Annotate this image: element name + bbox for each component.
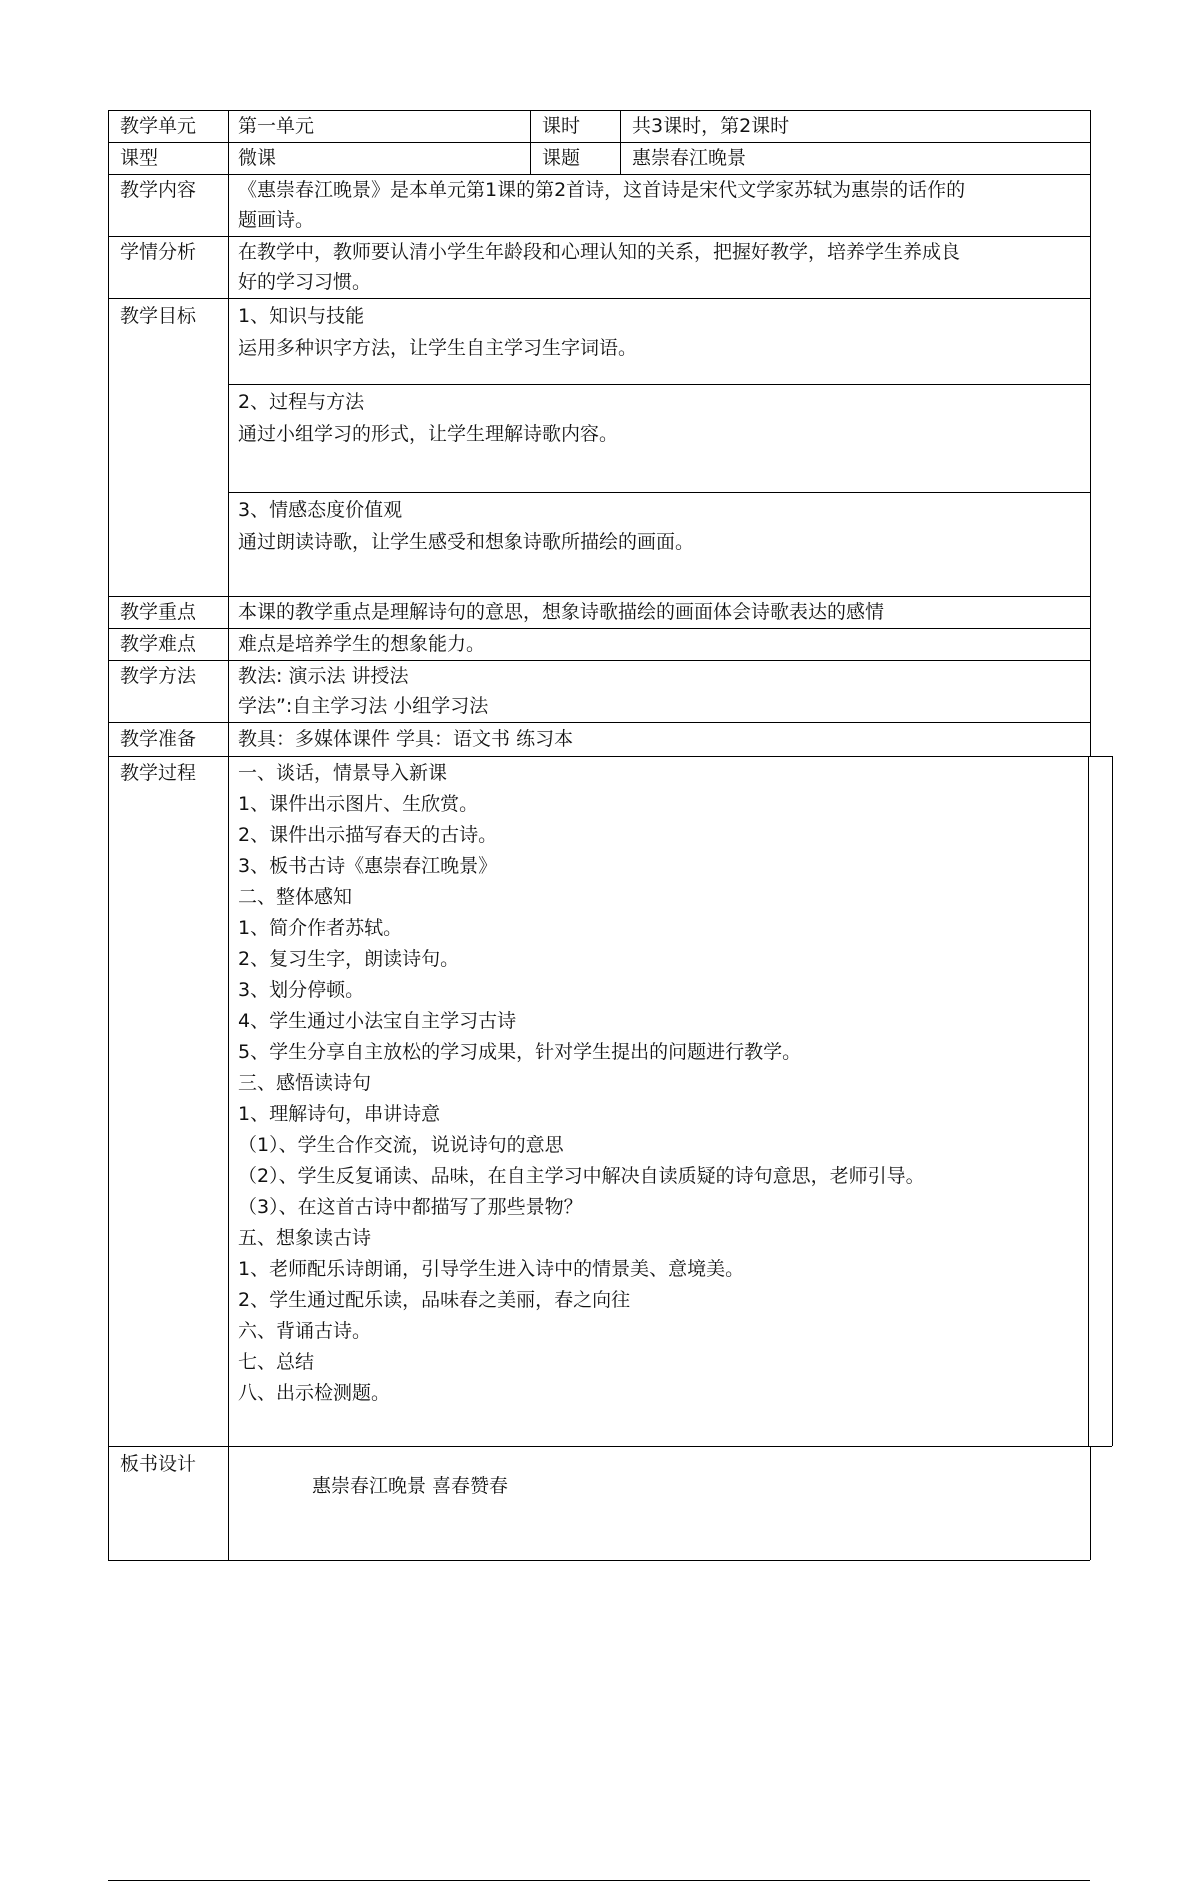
unit-value: 第一单元	[238, 115, 315, 137]
type-value: 微课	[238, 147, 277, 169]
process-line: 一、谈话，情景导入新课	[238, 762, 448, 784]
difficulty-label: 教学难点	[120, 633, 197, 655]
content-line: 题画诗。	[238, 209, 315, 231]
type-label: 课型	[120, 147, 159, 169]
process-line: 三、感悟读诗句	[238, 1072, 372, 1094]
period-label: 课时	[542, 115, 581, 137]
process-line: 五、想象读古诗	[238, 1227, 372, 1249]
process-label: 教学过程	[120, 762, 197, 784]
process-line: 3、划分停顿。	[238, 979, 365, 1001]
process-line: 1、理解诗句，串讲诗意	[238, 1103, 441, 1125]
process-line: （3）、在这首古诗中都描写了那些景物？	[238, 1196, 583, 1218]
topic-value: 惠崇春江晚景	[632, 147, 747, 169]
process-line: 5、学生分享自主放松的学习成果，针对学生提出的问题进行教学。	[238, 1041, 802, 1063]
board-text: 惠崇春江晚景 喜春赞春	[312, 1475, 509, 1497]
goal-text: 通过朗读诗歌，让学生感受和想象诗歌所描绘的画面。	[238, 531, 695, 553]
analysis-label: 学情分析	[120, 241, 197, 263]
process-line: 1、老师配乐诗朗诵，引导学生进入诗中的情景美、意境美。	[238, 1258, 745, 1280]
content-label: 教学内容	[120, 179, 197, 201]
board-label: 板书设计	[120, 1453, 197, 1475]
process-line: （2）、学生反复诵读、品味，在自主学习中解决自读质疑的诗句意思，老师引导。	[238, 1165, 925, 1187]
process-line: 七、总结	[238, 1351, 315, 1373]
period-value: 共3课时，第2课时	[632, 115, 790, 137]
process-line: 2、课件出示描写春天的古诗。	[238, 824, 498, 846]
process-line: （1）、学生合作交流，说说诗句的意思	[238, 1134, 564, 1156]
method-line: 学法”:自主学习法 小组学习法	[238, 695, 489, 717]
methods-label: 教学方法	[120, 665, 197, 687]
process-line: 2、复习生字，朗读诗句。	[238, 948, 460, 970]
process-line: 六、背诵古诗。	[238, 1320, 372, 1342]
process-line: 2、学生通过配乐读，品味春之美丽，春之向往	[238, 1289, 631, 1311]
preparation-text: 教具：多媒体课件 学具：语文书 练习本	[238, 728, 574, 750]
analysis-line: 在教学中，教师要认清小学生年龄段和心理认知的关系，把握好教学，培养学生养成良	[238, 241, 961, 263]
content-line: 《惠崇春江晚景》是本单元第1课的第2首诗，这首诗是宋代文学家苏轼为惠崇的话作的	[238, 179, 966, 201]
goal-title: 2、过程与方法	[238, 391, 365, 413]
process-line: 1、简介作者苏轼。	[238, 917, 403, 939]
goals-label: 教学目标	[120, 305, 197, 327]
unit-label: 教学单元	[120, 115, 197, 137]
goal-text: 运用多种识字方法，让学生自主学习生字词语。	[238, 337, 638, 359]
goal-title: 1、知识与技能	[238, 305, 365, 327]
process-line: 八、出示检测题。	[238, 1382, 391, 1404]
goal-text: 通过小组学习的形式，让学生理解诗歌内容。	[238, 423, 619, 445]
key-points-text: 本课的教学重点是理解诗句的意思，想象诗歌描绘的画面体会诗歌表达的感情	[238, 601, 885, 623]
process-line: 3、板书古诗《惠崇春江晚景》	[238, 855, 498, 877]
preparation-label: 教学准备	[120, 728, 197, 750]
analysis-line: 好的学习习惯。	[238, 271, 372, 293]
goal-title: 3、情感态度价值观	[238, 499, 403, 521]
process-line: 二、整体感知	[238, 886, 353, 908]
topic-label: 课题	[542, 147, 581, 169]
process-line: 1、课件出示图片、生欣赏。	[238, 793, 479, 815]
method-line: 教法: 演示法 讲授法	[238, 665, 409, 687]
difficulty-text: 难点是培养学生的想象能力。	[238, 633, 486, 655]
process-line: 4、学生通过小法宝自主学习古诗	[238, 1010, 517, 1032]
key-points-label: 教学重点	[120, 601, 197, 623]
